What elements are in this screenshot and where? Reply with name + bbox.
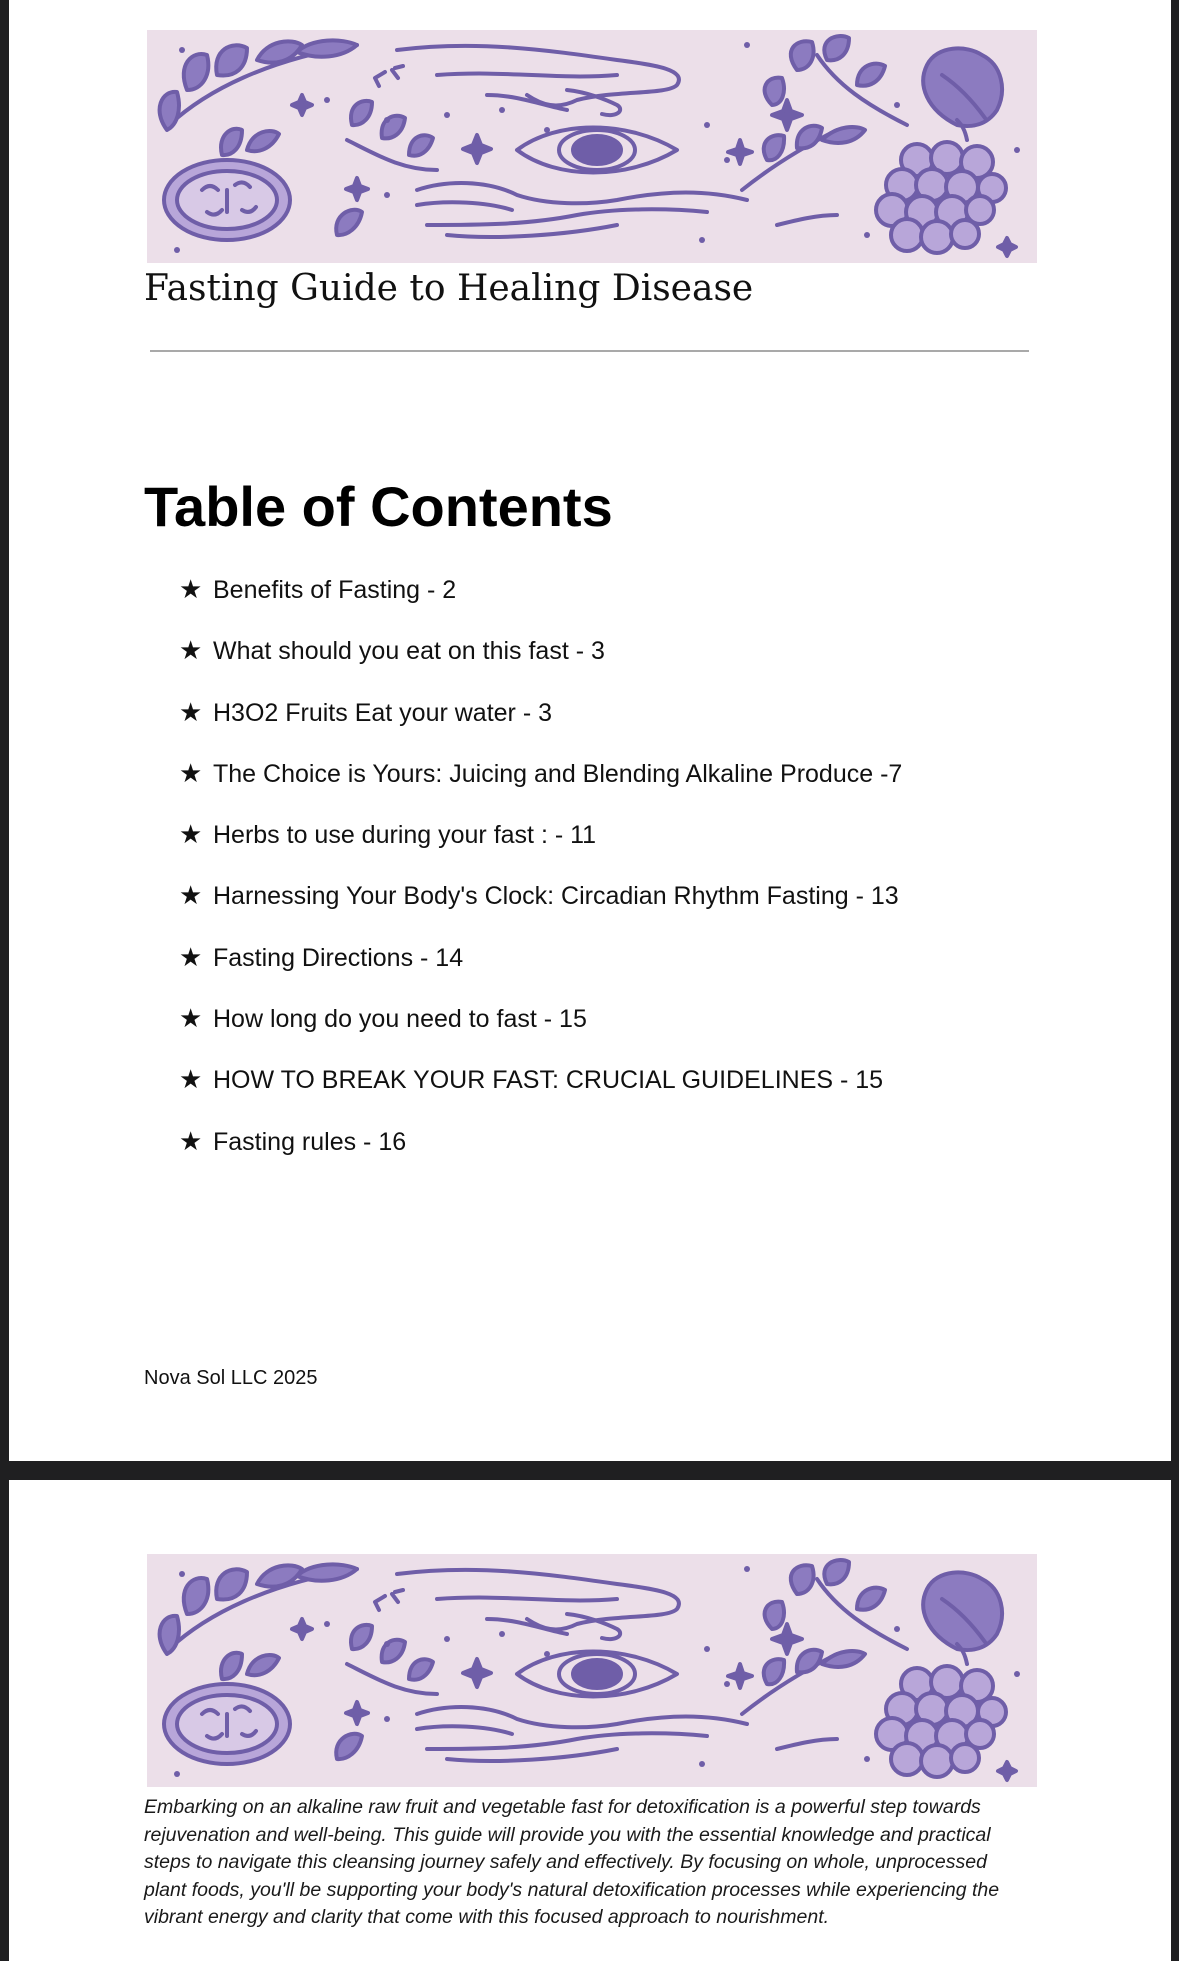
toc-item[interactable] xyxy=(179,876,902,937)
wellness-illustration-banner xyxy=(147,1554,1037,1787)
toc-item-label: The Choice is Yours: Juicing and Blending Alkaline Produce -7 xyxy=(213,759,903,788)
page-footer: Nova Sol LLC 2025 xyxy=(144,1367,318,1389)
toc-item[interactable] xyxy=(179,815,902,876)
star-bullet-icon: ★ xyxy=(179,1004,203,1035)
toc-item-label: H3O2 Fruits Eat your water - 3 xyxy=(213,698,553,727)
intro-paragraph: Embarking on an alkaline raw fruit and vegetable fast for detoxification is a powerful step towards rejuvenation and well-being. This guide will provide you with the essential knowledge and practical steps to navigate this cleansing journey safely and effectively. By focusing on whole, unprocessed plant foods, you'll be supporting your body's natural detoxification processes while experiencing the vibrant energy and clarity that come with this focused approach to nourishment. xyxy=(144,1796,1000,1929)
toc-item-label: Fasting Directions - 14 xyxy=(213,943,464,972)
toc-item[interactable] xyxy=(179,570,902,631)
toc-list xyxy=(179,570,902,1183)
toc-item[interactable] xyxy=(179,631,902,692)
star-bullet-icon: ★ xyxy=(179,575,203,605)
document-page-2 xyxy=(9,1480,1171,1961)
star-bullet-icon: ★ xyxy=(179,942,203,973)
toc-item[interactable] xyxy=(179,938,902,999)
document-page-1 xyxy=(9,0,1171,1461)
star-bullet-icon: ★ xyxy=(179,820,203,851)
toc-item[interactable] xyxy=(179,1122,902,1183)
banner-illustration-icon xyxy=(147,1554,1037,1787)
toc-item-label: Fasting rules - 16 xyxy=(213,1127,407,1156)
star-bullet-icon: ★ xyxy=(179,697,203,728)
banner-illustration-icon xyxy=(147,30,1037,263)
toc-item-label: HOW TO BREAK YOUR FAST: CRUCIAL GUIDELINES - 15 xyxy=(213,1066,884,1095)
toc-item[interactable] xyxy=(179,693,902,754)
toc-item[interactable] xyxy=(179,1060,902,1121)
star-bullet-icon: ★ xyxy=(179,636,203,667)
star-bullet-icon: ★ xyxy=(179,881,203,912)
star-bullet-icon: ★ xyxy=(179,1126,203,1157)
toc-item[interactable] xyxy=(179,754,902,815)
toc-item[interactable] xyxy=(179,999,902,1060)
star-bullet-icon: ★ xyxy=(179,758,203,789)
toc-item-label: Benefits of Fasting - 2 xyxy=(213,576,457,604)
star-bullet-icon: ★ xyxy=(179,1065,203,1096)
toc-item-label: Herbs to use during your fast : - 11 xyxy=(213,821,597,850)
document-title: Fasting Guide to Healing Disease xyxy=(144,268,754,309)
toc-heading: Table of Contents xyxy=(144,475,613,538)
toc-item-label: Harnessing Your Body's Clock: Circadian Rhythm Fasting - 13 xyxy=(213,882,899,911)
toc-item-label: What should you eat on this fast - 3 xyxy=(213,637,605,666)
toc-item-label: How long do you need to fast - 15 xyxy=(213,1005,587,1034)
title-divider xyxy=(150,350,1029,352)
wellness-illustration-banner xyxy=(147,30,1037,263)
